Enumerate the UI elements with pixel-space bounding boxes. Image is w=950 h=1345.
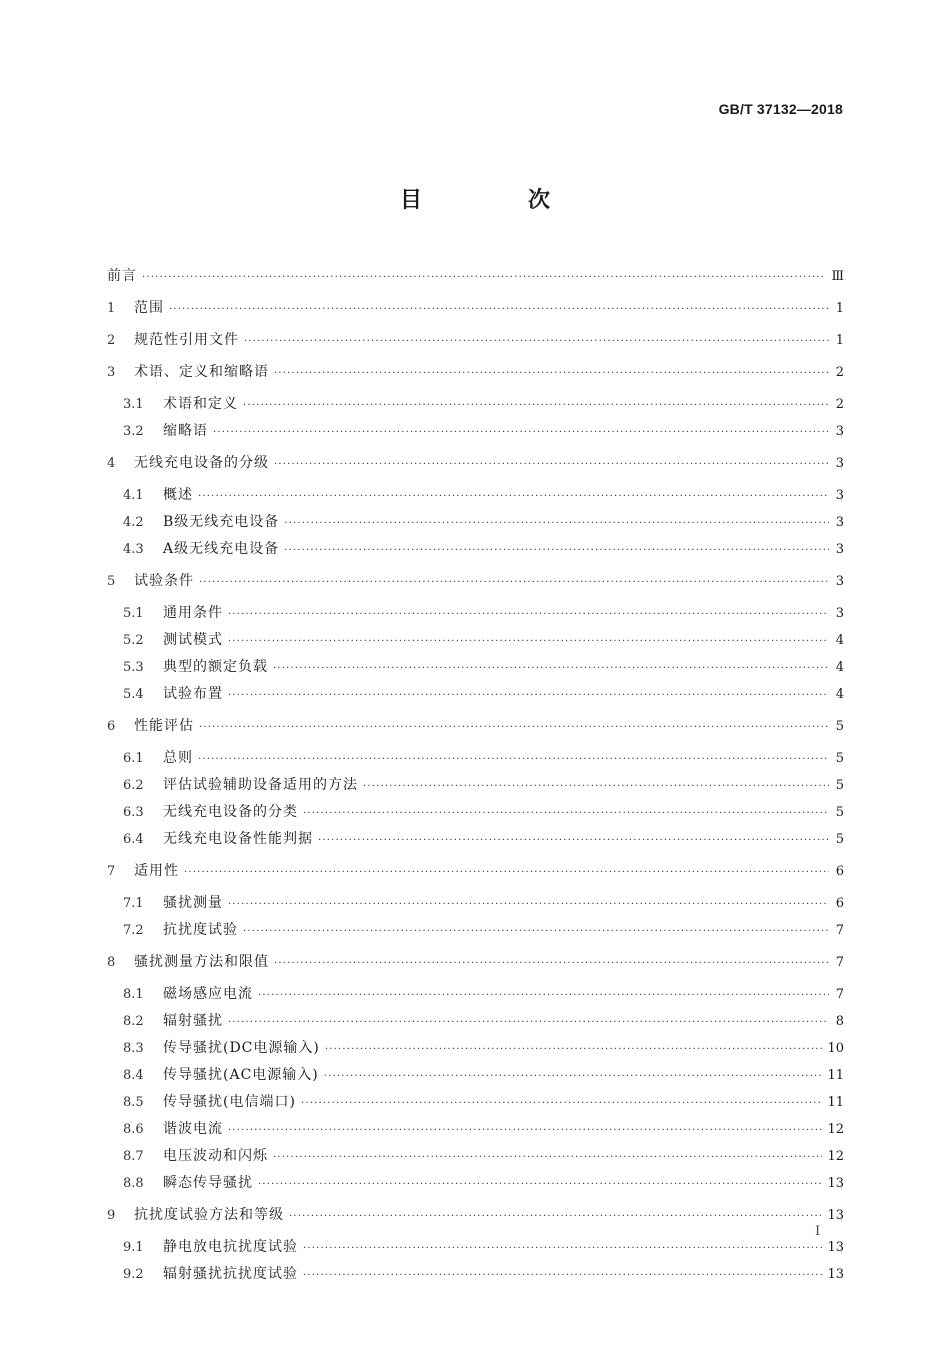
table-of-contents xyxy=(107,265,844,1287)
toc-entry-page: 6 xyxy=(835,864,844,879)
toc-entry-number: 5.3 xyxy=(123,660,144,675)
toc-entry-number: 2 xyxy=(107,333,116,348)
toc-entry-page: 11 xyxy=(827,1068,844,1083)
toc-dot-leader xyxy=(198,749,829,771)
toc-entry-number: 8 xyxy=(107,955,116,970)
toc-entry-number: 3.1 xyxy=(123,397,144,412)
toc-entry[interactable] xyxy=(107,983,844,1007)
toc-entry[interactable] xyxy=(107,602,844,626)
toc-entry[interactable] xyxy=(107,1145,844,1169)
toc-entry-number: 4.1 xyxy=(123,488,144,503)
toc-dot-leader xyxy=(228,1012,829,1034)
toc-dot-leader xyxy=(301,1093,823,1115)
toc-dot-leader xyxy=(318,830,829,852)
toc-entry[interactable] xyxy=(107,1263,844,1287)
toc-entry-title: 静电放电抗扰度试验 xyxy=(163,1239,298,1255)
toc-entry-number: 4 xyxy=(107,456,116,471)
toc-entry[interactable] xyxy=(107,1010,844,1034)
toc-entry-title: 骚扰测量方法和限值 xyxy=(134,954,269,970)
toc-dot-leader xyxy=(363,776,829,798)
toc-entry-page: 3 xyxy=(835,542,844,557)
toc-entry-page: 3 xyxy=(835,456,844,471)
toc-entry-number: 8.7 xyxy=(123,1149,144,1164)
toc-entry-number: 6.2 xyxy=(123,778,144,793)
toc-entry[interactable] xyxy=(107,919,844,943)
toc-entry-number: 8.4 xyxy=(123,1068,144,1083)
toc-entry[interactable] xyxy=(107,297,844,321)
toc-entry-title: 谐波电流 xyxy=(163,1121,223,1137)
toc-entry[interactable] xyxy=(107,715,844,739)
toc-entry-number: 9 xyxy=(107,1208,116,1223)
toc-dot-leader xyxy=(303,803,829,825)
toc-entry-page: 13 xyxy=(827,1240,844,1255)
toc-entry[interactable] xyxy=(107,1172,844,1196)
toc-dot-leader xyxy=(199,717,829,739)
toc-entry-number: 5.1 xyxy=(123,606,144,621)
toc-entry-number: 8.8 xyxy=(123,1176,144,1191)
toc-entry-title: 总则 xyxy=(163,750,193,766)
toc-entry[interactable] xyxy=(107,656,844,680)
toc-entry-title: 试验布置 xyxy=(163,686,223,702)
toc-entry-page: 12 xyxy=(827,1122,844,1137)
toc-entry-title: 传导骚扰(DC电源输入) xyxy=(163,1040,320,1056)
toc-entry-title: 辐射骚扰抗扰度试验 xyxy=(163,1266,298,1282)
toc-entry[interactable] xyxy=(107,951,844,975)
toc-entry-page: 11 xyxy=(827,1095,844,1110)
toc-entry[interactable] xyxy=(107,1037,844,1061)
toc-dot-leader xyxy=(244,331,829,353)
toc-entry[interactable] xyxy=(107,538,844,562)
toc-entry[interactable] xyxy=(107,747,844,771)
toc-entry-number: 6 xyxy=(107,719,116,734)
toc-entry-page: 3 xyxy=(835,424,844,439)
toc-entry-title: 试验条件 xyxy=(134,573,194,589)
toc-dot-leader xyxy=(274,454,829,476)
toc-entry[interactable] xyxy=(107,1064,844,1088)
toc-entry-number: 5 xyxy=(107,574,116,589)
toc-entry[interactable] xyxy=(107,393,844,417)
toc-dot-leader xyxy=(142,267,826,289)
toc-entry-number: 8.1 xyxy=(123,987,144,1002)
toc-entry-page: 7 xyxy=(835,923,844,938)
toc-entry-title: 磁场感应电流 xyxy=(163,986,253,1002)
toc-entry[interactable] xyxy=(107,1091,844,1115)
toc-entry-number: 7.1 xyxy=(123,896,144,911)
toc-entry-title: 瞬态传导骚扰 xyxy=(163,1175,253,1191)
toc-entry-number: 8.3 xyxy=(123,1041,144,1056)
toc-entry[interactable] xyxy=(107,801,844,825)
toc-entry-number: 8.5 xyxy=(123,1095,144,1110)
toc-entry-page: 3 xyxy=(835,574,844,589)
toc-entry-title: 传导骚扰(AC电源输入) xyxy=(163,1067,319,1083)
toc-entry-title: 术语、定义和缩略语 xyxy=(134,364,269,380)
toc-entry-page: 4 xyxy=(835,633,844,648)
toc-entry-page: 4 xyxy=(835,660,844,675)
toc-entry-number: 6.3 xyxy=(123,805,144,820)
toc-dot-leader xyxy=(325,1039,823,1061)
toc-entry-title: 电压波动和闪烁 xyxy=(163,1148,268,1164)
toc-dot-leader xyxy=(228,1120,822,1142)
toc-entry-page: 13 xyxy=(827,1208,844,1223)
toc-dot-leader xyxy=(228,631,829,653)
toc-entry-number: 5.2 xyxy=(123,633,144,648)
toc-entry-title: 辐射骚扰 xyxy=(163,1013,223,1029)
toc-entry-page: 3 xyxy=(835,488,844,503)
toc-entry[interactable] xyxy=(107,361,844,385)
toc-entry[interactable] xyxy=(107,1204,844,1228)
toc-entry-page: Ⅲ xyxy=(831,269,844,284)
toc-entry-title: 传导骚扰(电信端口) xyxy=(163,1094,296,1110)
toc-entry-page: 5 xyxy=(835,805,844,820)
toc-entry[interactable] xyxy=(107,265,844,289)
toc-entry-number: 4.3 xyxy=(123,542,144,557)
toc-dot-leader xyxy=(273,658,829,680)
toc-entry-page: 3 xyxy=(835,515,844,530)
toc-entry-title: 缩略语 xyxy=(163,423,208,439)
toc-entry-page: 7 xyxy=(835,987,844,1002)
toc-entry-page: 1 xyxy=(835,301,844,316)
toc-entry-page: 10 xyxy=(827,1041,844,1056)
toc-entry-number: 6.1 xyxy=(123,751,144,766)
standard-code: GB/T 37132—2018 xyxy=(718,101,843,117)
toc-dot-leader xyxy=(258,985,829,1007)
toc-dot-leader xyxy=(184,862,829,884)
toc-dot-leader xyxy=(213,422,829,444)
toc-entry-number: 9.1 xyxy=(123,1240,144,1255)
toc-entry[interactable] xyxy=(107,511,844,535)
toc-entry[interactable] xyxy=(107,892,844,916)
page-number: Ⅰ xyxy=(815,1224,821,1239)
toc-entry-title: 术语和定义 xyxy=(163,396,238,412)
toc-entry-number: 8.6 xyxy=(123,1122,144,1137)
toc-entry-title: 抗扰度试验方法和等级 xyxy=(134,1207,284,1223)
toc-entry-title: 无线充电设备的分级 xyxy=(134,455,269,471)
toc-entry-number: 3 xyxy=(107,365,116,380)
toc-entry-title: 测试模式 xyxy=(163,632,223,648)
toc-dot-leader xyxy=(284,513,829,535)
toc-entry[interactable] xyxy=(107,683,844,707)
toc-entry-title: 无线充电设备的分类 xyxy=(163,804,298,820)
toc-entry[interactable] xyxy=(107,420,844,444)
toc-dot-leader xyxy=(303,1265,822,1287)
toc-entry[interactable] xyxy=(107,1236,844,1260)
toc-entry-page: 13 xyxy=(827,1176,844,1191)
toc-entry[interactable] xyxy=(107,774,844,798)
toc-dot-leader xyxy=(199,572,829,594)
toc-entry-number: 7 xyxy=(107,864,116,879)
toc-entry-page: 12 xyxy=(827,1149,844,1164)
toc-entry[interactable] xyxy=(107,1118,844,1142)
toc-dot-leader xyxy=(169,299,829,321)
toc-dot-leader xyxy=(303,1238,822,1260)
toc-dot-leader xyxy=(274,953,829,975)
toc-entry-title: 适用性 xyxy=(134,863,179,879)
toc-dot-leader xyxy=(324,1066,823,1088)
toc-dot-leader xyxy=(273,1147,822,1169)
toc-dot-leader xyxy=(243,921,829,943)
toc-entry-title: A级无线充电设备 xyxy=(163,541,280,557)
toc-entry-title: 无线充电设备性能判据 xyxy=(163,831,313,847)
toc-entry-number: 8.2 xyxy=(123,1014,144,1029)
toc-entry-page: 13 xyxy=(827,1267,844,1282)
toc-entry[interactable] xyxy=(107,828,844,852)
toc-entry-number: 1 xyxy=(107,301,116,316)
toc-entry[interactable] xyxy=(107,329,844,353)
toc-dot-leader xyxy=(228,685,829,707)
toc-entry-number: 7.2 xyxy=(123,923,144,938)
toc-entry-page: 6 xyxy=(835,896,844,911)
toc-entry-title: 骚扰测量 xyxy=(163,895,223,911)
toc-entry-number: 3.2 xyxy=(123,424,144,439)
toc-entry-title: 概述 xyxy=(163,487,193,503)
toc-entry-title: 通用条件 xyxy=(163,605,223,621)
toc-dot-leader xyxy=(243,395,829,417)
toc-dot-leader xyxy=(289,1206,822,1228)
toc-entry-title: 范围 xyxy=(134,300,164,316)
toc-entry-page: 5 xyxy=(835,751,844,766)
toc-entry-number: 4.2 xyxy=(123,515,144,530)
toc-entry-page: 5 xyxy=(835,832,844,847)
toc-entry-page: 5 xyxy=(835,778,844,793)
toc-entry[interactable] xyxy=(107,629,844,653)
toc-dot-leader xyxy=(284,540,829,562)
toc-entry-number: 6.4 xyxy=(123,832,144,847)
toc-entry-page: 2 xyxy=(835,365,844,380)
toc-dot-leader xyxy=(274,363,829,385)
toc-entry[interactable] xyxy=(107,860,844,884)
toc-dot-leader xyxy=(228,604,829,626)
toc-entry-title: 前言 xyxy=(107,268,137,284)
page-title: 目 次 xyxy=(399,187,592,213)
toc-entry-title: 抗扰度试验 xyxy=(163,922,238,938)
toc-entry-number: 9.2 xyxy=(123,1267,144,1282)
toc-entry-title: 评估试验辅助设备适用的方法 xyxy=(163,777,358,793)
toc-entry[interactable] xyxy=(107,452,844,476)
toc-entry-title: 典型的额定负载 xyxy=(163,659,268,675)
toc-entry-title: 性能评估 xyxy=(134,718,194,734)
toc-entry-page: 8 xyxy=(835,1014,844,1029)
toc-entry-page: 7 xyxy=(835,955,844,970)
toc-dot-leader xyxy=(198,486,829,508)
toc-entry-page: 5 xyxy=(835,719,844,734)
toc-entry-page: 1 xyxy=(835,333,844,348)
toc-entry[interactable] xyxy=(107,484,844,508)
toc-entry-page: 3 xyxy=(835,606,844,621)
toc-entry-title: B级无线充电设备 xyxy=(163,514,280,530)
toc-entry-page: 4 xyxy=(835,687,844,702)
toc-dot-leader xyxy=(228,894,829,916)
toc-entry-title: 规范性引用文件 xyxy=(134,332,239,348)
toc-entry[interactable] xyxy=(107,570,844,594)
toc-entry-number: 5.4 xyxy=(123,687,144,702)
toc-dot-leader xyxy=(258,1174,822,1196)
toc-entry-page: 2 xyxy=(835,397,844,412)
